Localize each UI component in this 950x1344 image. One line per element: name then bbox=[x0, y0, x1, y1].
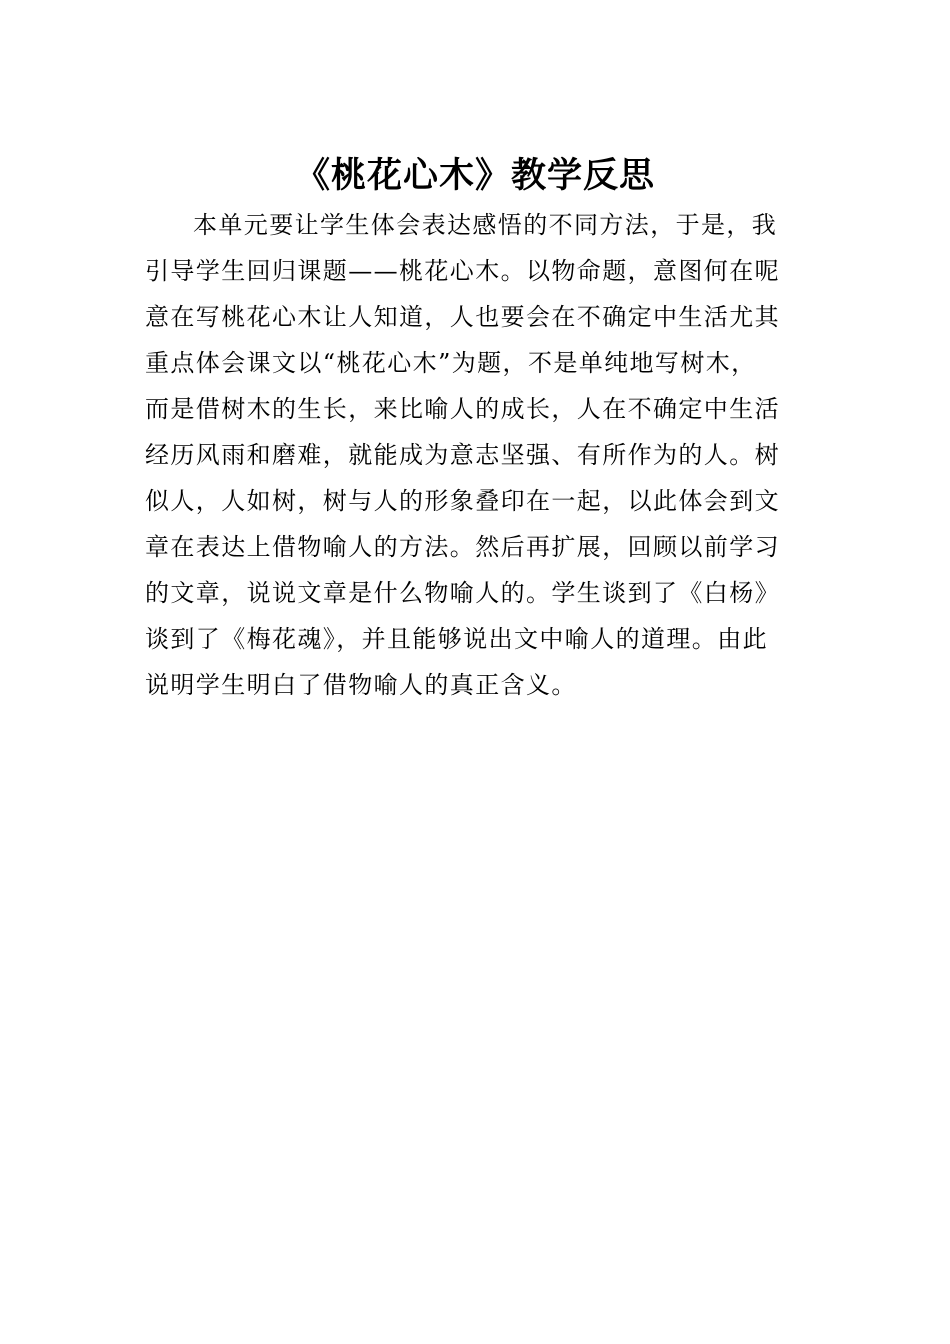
text-line-10: 谈到了《梅花魂》，并且能够说出文中喻人的道理。由此 bbox=[145, 625, 768, 653]
text-line-3: 意在写桃花心木让人知道，人也要会在不确定中生活尤其 bbox=[145, 303, 780, 331]
body-paragraph bbox=[145, 202, 805, 708]
text-line-6: 经历风雨和磨难，就能成为意志坚强、有所作为的人。树 bbox=[145, 441, 780, 469]
text-line-5: 而是借树木的生长，来比喻人的成长，人在不确定中生活 bbox=[145, 395, 780, 423]
text-line-8: 章在表达上借物喻人的方法。然后再扩展，回顾以前学习 bbox=[145, 533, 780, 561]
text-line-4: 重点体会课文以“桃花心木”为题，不是单纯地写树木， bbox=[145, 349, 757, 377]
document-title: 《桃花心木》教学反思 bbox=[294, 155, 655, 197]
text-line-9: 的文章，说说文章是什么物喻人的。学生谈到了《白杨》 bbox=[145, 579, 780, 607]
text-line-1: 本单元要让学生体会表达感悟的不同方法，于是，我 bbox=[193, 211, 778, 239]
text-line-11: 说明学生明白了借物喻人的真正含义。 bbox=[145, 671, 577, 699]
text-line-7: 似人，人如树，树与人的形象叠印在一起，以此体会到文 bbox=[145, 487, 780, 515]
text-line-2: 引导学生回归课题——桃花心木。以物命题，意图何在呢 bbox=[145, 257, 780, 285]
